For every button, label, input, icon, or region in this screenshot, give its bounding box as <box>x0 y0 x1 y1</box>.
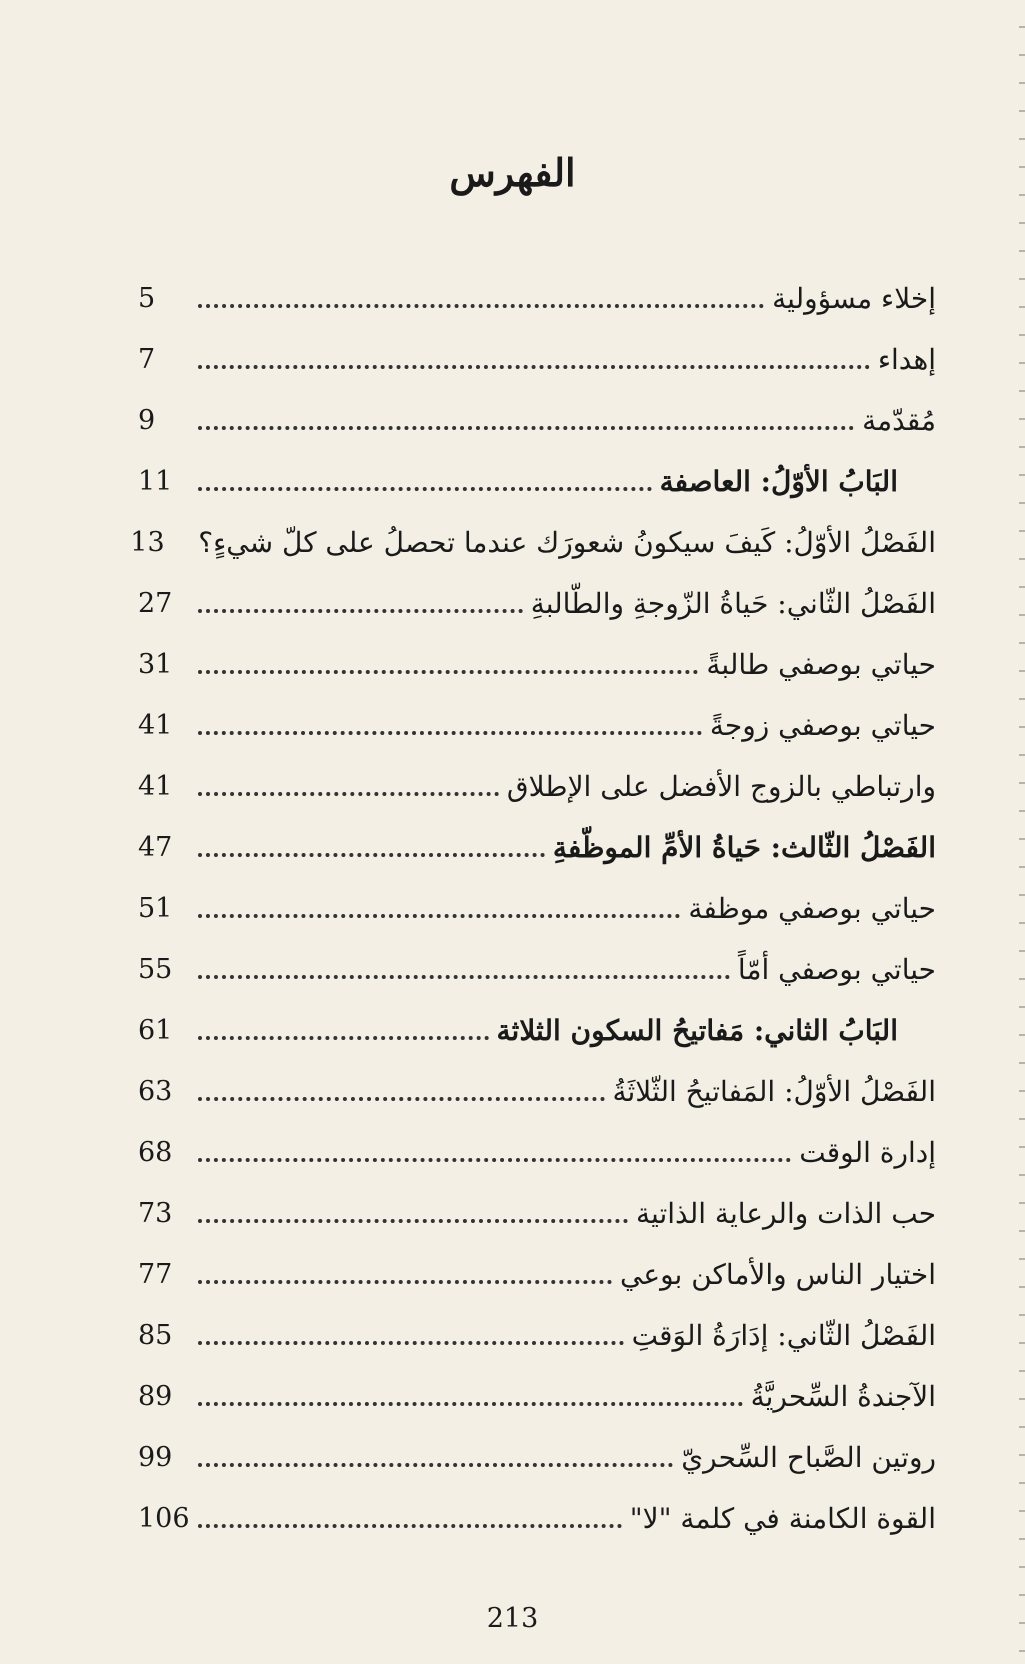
toc-entry-title: البَابُ الأوّلُ: العاصفة <box>659 465 898 498</box>
toc-entry-page: 89 <box>138 1381 173 1412</box>
toc-entry <box>138 1427 936 1488</box>
dot-leader <box>198 792 499 796</box>
toc-entry <box>138 1122 936 1183</box>
toc-entry-title: الفَصْلُ الأوّلُ: كَيفَ سيكونُ شعورَك عندما تحصلُ على كلّ شيءٍ؟ <box>198 526 936 559</box>
toc-entry-title: روتين الصَّباح السِّحريّ <box>681 1441 936 1474</box>
toc-entry <box>138 1305 936 1366</box>
toc-entry-title: القوة الكامنة في كلمة "لا" <box>629 1502 936 1535</box>
toc-entry-title: الفَصْلُ الأوّلُ: المَفاتيحُ الثّلاثَةُ <box>612 1075 936 1108</box>
toc-entry-page: 5 <box>138 283 156 314</box>
toc-entry-page: 27 <box>138 588 173 619</box>
toc-entry-title: الفَصْلُ الثّالث: حَياةُ الأمِّ الموظّفةِ <box>552 831 936 864</box>
toc-entry-title: حياتي بوصفي موظفة <box>688 892 936 925</box>
page-edge-marks <box>1019 0 1025 1664</box>
dot-leader <box>198 1524 622 1528</box>
toc-entry-title: حياتي بوصفي أمّاً <box>737 953 936 986</box>
toc-entry-page: 68 <box>138 1137 173 1168</box>
toc-entry <box>138 1366 936 1427</box>
dot-leader <box>198 1402 743 1406</box>
dot-leader <box>198 731 702 735</box>
toc-entry <box>138 1061 936 1122</box>
toc-entry <box>138 939 936 1000</box>
toc-entry-title: إهداء <box>877 343 936 376</box>
toc-entry <box>138 1244 936 1305</box>
toc-entry-title: البَابُ الثاني: مَفاتيحُ السكون الثلاثة <box>496 1014 898 1047</box>
dot-leader <box>198 975 730 979</box>
dot-leader <box>198 914 680 918</box>
toc-entry <box>138 695 936 756</box>
toc-entry-page: 47 <box>138 832 173 863</box>
toc-entry <box>138 1000 936 1061</box>
toc-entry <box>138 390 936 451</box>
dot-leader <box>198 1219 628 1223</box>
toc-entry-title: إخلاء مسؤولية <box>772 282 936 315</box>
toc-entry-page: 51 <box>138 893 173 924</box>
page-title: الفهرس <box>449 150 576 195</box>
dot-leader <box>198 487 652 491</box>
toc-entry <box>130 512 936 573</box>
toc-entry <box>138 1183 936 1244</box>
toc-entry-page: 7 <box>138 344 156 375</box>
toc-entry-page: 99 <box>138 1442 173 1473</box>
toc-entry-page: 85 <box>138 1320 173 1351</box>
toc-entry-title: اختيار الناس والأماكن بوعي <box>620 1258 936 1291</box>
toc-entry-title: حياتي بوصفي طالبةً <box>706 648 936 681</box>
dot-leader <box>198 1097 605 1101</box>
toc-entry-title: الفَصْلُ الثّاني: إدَارَةُ الوَقتِ <box>631 1319 936 1352</box>
toc-entry-page: 9 <box>138 405 156 436</box>
toc-entry <box>138 329 936 390</box>
dot-leader <box>198 365 870 369</box>
toc-entry <box>138 1488 936 1549</box>
dot-leader <box>198 304 764 308</box>
toc-entry-page: 106 <box>138 1503 190 1534</box>
toc-entry <box>138 878 936 939</box>
toc-entry <box>138 634 936 695</box>
dot-leader <box>198 1036 489 1040</box>
toc-entry-page: 31 <box>138 649 173 680</box>
toc-entry-title: إدارة الوقت <box>799 1136 936 1169</box>
toc-entry-page: 73 <box>138 1198 173 1229</box>
toc-entry <box>138 756 936 817</box>
dot-leader <box>198 1280 612 1284</box>
dot-leader <box>198 670 698 674</box>
page-number: 213 <box>486 1603 539 1634</box>
toc-entry <box>138 268 936 329</box>
dot-leader <box>198 426 854 430</box>
toc-entry-page: 41 <box>138 710 173 741</box>
toc-entry-title: الآجندةُ السِّحريَّةُ <box>750 1380 936 1413</box>
toc-entry-page: 77 <box>138 1259 173 1290</box>
toc-entry-title: الفَصْلُ الثّاني: حَياةُ الزّوجةِ والطّالبةِ <box>530 587 936 620</box>
table-of-contents <box>130 268 936 1549</box>
toc-entry-page: 55 <box>138 954 173 985</box>
toc-entry-title: حب الذات والرعاية الذاتية <box>635 1197 936 1230</box>
toc-entry <box>138 817 936 878</box>
toc-entry-title: حياتي بوصفي زوجةً <box>709 709 936 742</box>
toc-entry <box>138 573 936 634</box>
dot-leader <box>198 853 545 857</box>
toc-entry-page: 41 <box>138 771 173 802</box>
toc-entry-page: 61 <box>138 1015 173 1046</box>
toc-entry-title: مُقدّمة <box>862 404 936 437</box>
toc-entry-title: وارتباطي بالزوج الأفضل على الإطلاق <box>506 770 936 803</box>
toc-entry-page: 13 <box>130 527 165 558</box>
toc-entry <box>138 451 936 512</box>
dot-leader <box>198 1341 624 1345</box>
dot-leader <box>198 1158 791 1162</box>
dot-leader <box>198 609 523 613</box>
toc-entry-page: 11 <box>138 466 173 497</box>
dot-leader <box>198 1463 673 1467</box>
toc-entry-page: 63 <box>138 1076 173 1107</box>
